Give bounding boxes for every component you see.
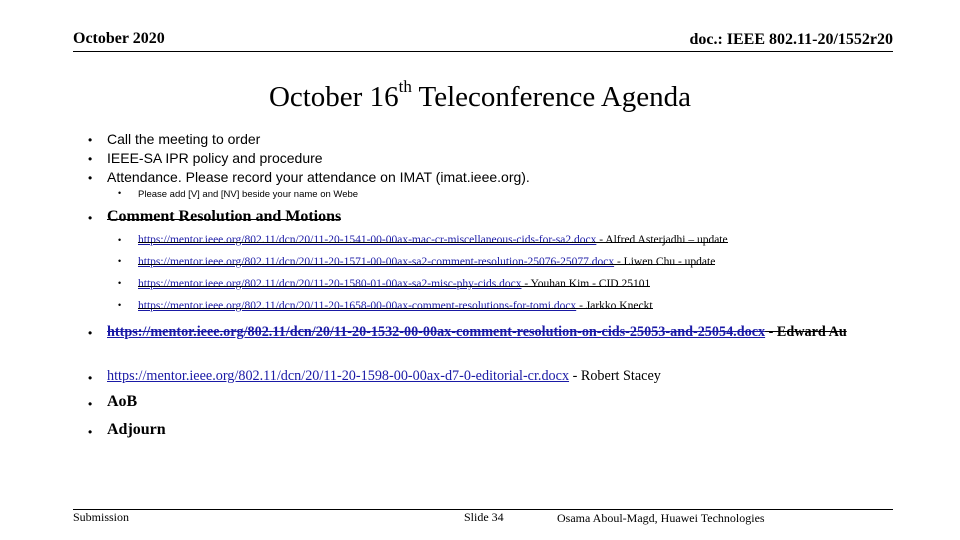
comment-resolution-label: Comment Resolution and Motions (107, 208, 342, 225)
doc-link-1598[interactable]: https://mentor.ieee.org/802.11/dcn/20/11-20-1598-00-00ax-d7-0-editorial-cr.docx (107, 368, 570, 384)
footer-slide-number: Slide 34 (464, 510, 504, 524)
doc-link-1532[interactable]: https://mentor.ieee.org/802.11/dcn/20/11-20-1532-00-00ax-comment-resolution-on-cids-25053-and-25054.docx (107, 324, 766, 340)
bullet-icon: • (88, 152, 93, 166)
agenda-item-1598 (107, 368, 661, 385)
comment-subitem-1658 (138, 300, 653, 312)
bullet-icon: • (88, 133, 93, 147)
footer-submission: Submission (73, 510, 130, 524)
doc-link-1571[interactable]: https://mentor.ieee.org/802.11/dcn/20/11-20-1571-00-00ax-sa2-comment-resolution-25076-25077.docx (138, 256, 615, 268)
header-rule (73, 51, 893, 52)
agenda-item-ipr-policy: IEEE-SA IPR policy and procedure (107, 150, 323, 166)
bullet-icon: • (118, 188, 122, 198)
comment-resolution-heading (107, 208, 341, 226)
doc-link-1658[interactable]: https://mentor.ieee.org/802.11/dcn/20/11-20-1658-00-00ax-comment-resolutions-for-tomi.docx (138, 300, 577, 312)
bullet-icon: • (118, 235, 122, 245)
presenter-1580: - Youhan Kim - CID 25101 (521, 278, 651, 290)
doc-link-1541[interactable]: https://mentor.ieee.org/802.11/dcn/20/11-20-1541-00-00ax-mac-cr-miscellaneous-cids-for-sa2.docx (138, 234, 597, 246)
bullet-icon: • (88, 397, 93, 411)
presenter-1598: - Robert Stacey (569, 368, 661, 384)
title-prefix: October 16 (268, 81, 399, 113)
comment-subitem-1580 (138, 278, 650, 290)
bullet-icon: • (88, 425, 93, 439)
presenter-1571: - Liwen Chu - update (614, 256, 716, 268)
presenter-1532: - Edward Au (765, 324, 847, 340)
agenda-item-attendance: Attendance. Please record your attendance on IMAT (imat.ieee.org). (107, 169, 530, 185)
agenda-item-1532 (107, 323, 882, 341)
agenda-item-aob: AoB (107, 393, 138, 410)
agenda-item-call-to-order: Call the meeting to order (107, 131, 261, 147)
bullet-icon: • (88, 211, 93, 225)
agenda-item-adjourn: Adjourn (107, 421, 166, 438)
bullet-icon: • (88, 326, 93, 340)
presenter-1658: - Jarkko Kneckt (576, 300, 653, 312)
title-suffix: Teleconference Agenda (411, 81, 692, 113)
header-doc-id: doc.: IEEE 802.11-20/1552r20 (689, 31, 893, 48)
bullet-icon: • (88, 171, 93, 185)
comment-subitem-1571 (138, 256, 715, 268)
bullet-icon: • (88, 371, 93, 385)
title-superscript: th (398, 77, 412, 96)
attendance-subitem: Please add [V] and [NV] beside your name on Webe (138, 189, 359, 200)
bullet-icon: • (118, 278, 122, 288)
presenter-1541: - Alfred Asterjadhi – update (596, 234, 728, 246)
slide-title (0, 77, 960, 114)
header-date: October 2020 (73, 30, 165, 47)
bullet-icon: • (118, 300, 122, 310)
bullet-icon: • (118, 256, 122, 266)
doc-link-1580[interactable]: https://mentor.ieee.org/802.11/dcn/20/11-20-1580-01-00ax-sa2-misc-phy-cids.docx (138, 278, 522, 290)
footer-author: Osama Aboul-Magd, Huawei Technologies (557, 511, 765, 525)
comment-subitem-1541 (138, 234, 728, 246)
